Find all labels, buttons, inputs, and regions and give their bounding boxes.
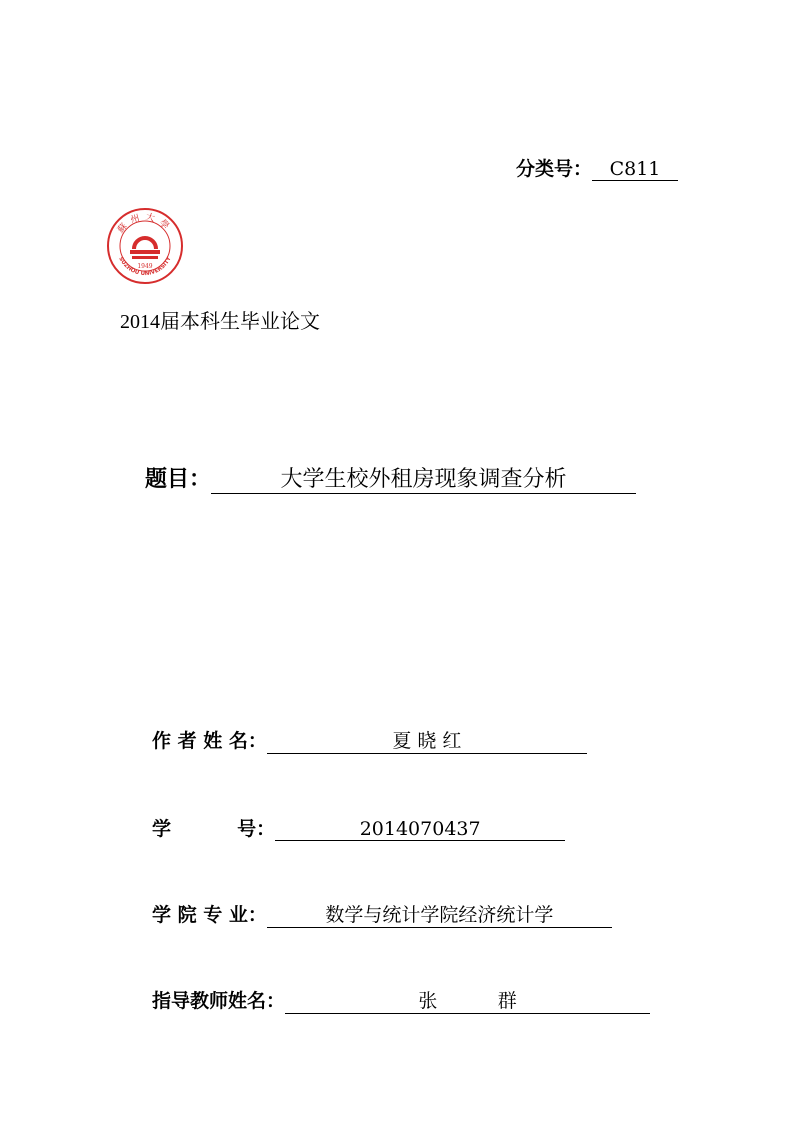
author-name-value: 夏 晓 红 xyxy=(267,726,587,754)
student-id-field xyxy=(152,814,565,841)
university-seal-logo xyxy=(106,207,184,285)
advisor-name-value: 张 群 xyxy=(285,986,650,1014)
student-id-value: 2014070437 xyxy=(275,818,565,841)
seal-text-top: 蘇州大學 xyxy=(116,212,174,236)
school-major-field xyxy=(152,900,612,928)
author-name-label: 作 者 姓 名： xyxy=(152,730,267,752)
thesis-year: 2014 xyxy=(120,311,160,333)
classification-number xyxy=(516,154,678,181)
advisor-name-field xyxy=(152,986,650,1014)
school-major-value: 数学与统计学院经济统计学 xyxy=(267,900,612,928)
thesis-subtitle xyxy=(120,305,320,334)
title-label: 题目： xyxy=(145,467,212,492)
seal-text-bottom: SUZHOU UNIVERSITY xyxy=(117,256,173,278)
school-major-label: 学 院 专 业： xyxy=(152,904,267,926)
thesis-title: 大学生校外租房现象调查分析 xyxy=(211,462,636,494)
author-name-field xyxy=(152,726,587,754)
student-id-label: 学 号： xyxy=(152,818,276,840)
advisor-name-label: 指导教师姓名： xyxy=(152,990,286,1012)
seal-icon xyxy=(106,207,184,285)
classification-label: 分类号： xyxy=(515,158,592,180)
thesis-title-row xyxy=(145,462,636,494)
seal-year: 1949 xyxy=(137,263,153,270)
thesis-type: 届本科生毕业论文 xyxy=(160,309,320,333)
classification-value: C811 xyxy=(592,158,678,181)
